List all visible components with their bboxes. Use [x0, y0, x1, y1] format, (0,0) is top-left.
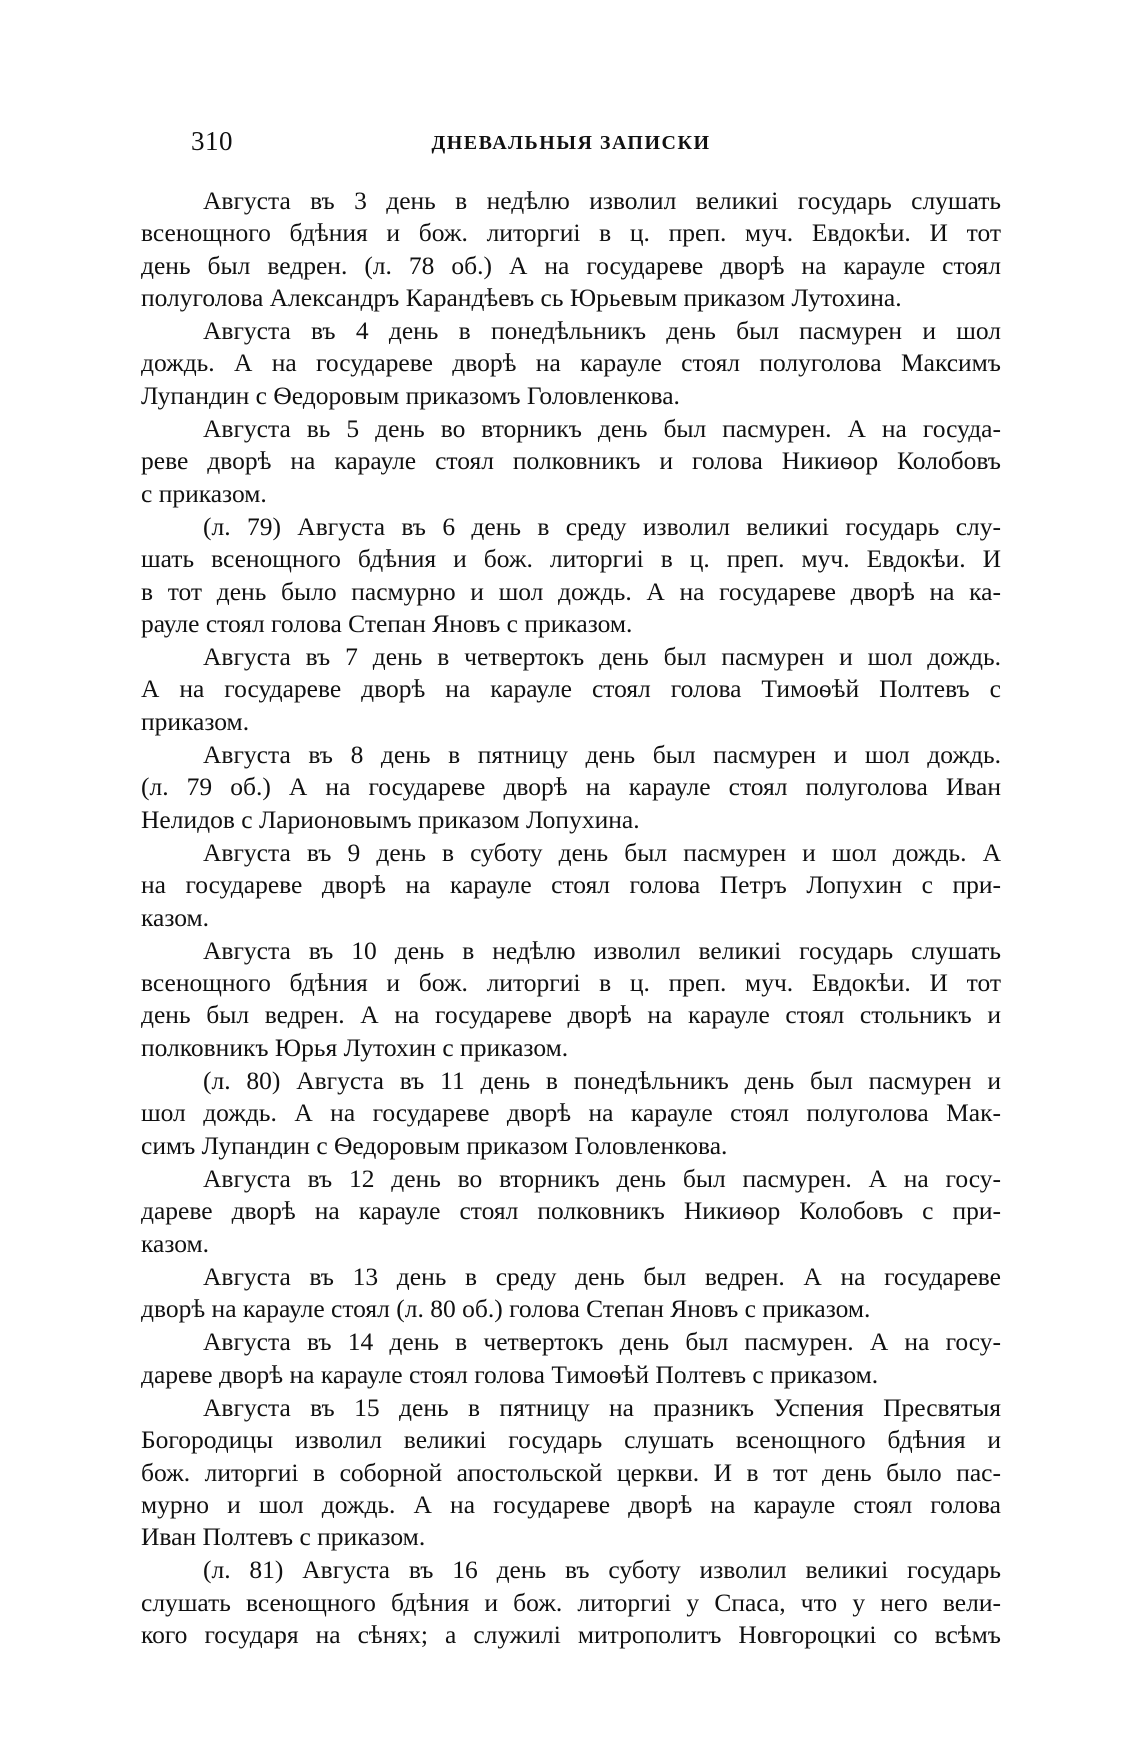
text-line: А на государеве дворѣ на карауле стоял голова Тимоѳѣй Полтевъ с — [141, 674, 1001, 704]
text-line: Нелидов с Ларионовымъ приказом Лопухина. — [141, 804, 640, 834]
text-line: Августа въ 8 день в пятницу день был пасмурен и шол дождь. — [203, 740, 1001, 770]
running-title: ДНЕВАЛЬНЫЯ ЗАПИСКИ — [431, 132, 711, 154]
diary-entry — [141, 1326, 1001, 1391]
text-line: Богородицы изволил великиі государь слушать всенощного бдѣния и — [141, 1425, 1001, 1455]
text-line: Августа въ 4 день в понедѣльникъ день был пасмурен и шол — [203, 316, 1001, 346]
diary-entry — [141, 511, 1001, 640]
text-line: (л. 81) Августа въ 16 день въ суботу изволил великиі государь — [203, 1555, 1001, 1585]
text-line: Августа въ 13 день в среду день был ведрен. А на государеве — [203, 1261, 1001, 1291]
diary-entry — [141, 315, 1001, 412]
text-line: с приказом. — [141, 478, 267, 508]
text-line: всенощного бдѣния и бож. литоргиі в ц. преп. муч. Евдокѣи. И тот — [141, 968, 1001, 998]
text-line: шать всенощного бдѣния и бож. литоргиі в ц. преп. муч. Евдокѣи. И — [141, 544, 1001, 574]
text-line: реве дворѣ на карауле стоял полковникъ и голова Никиѳор Колобовъ — [141, 446, 1001, 476]
diary-entry — [141, 185, 1001, 314]
body-text — [141, 185, 1001, 1652]
diary-entry — [141, 935, 1001, 1064]
text-line: рауле стоял голова Степан Яновъ с приказом. — [141, 608, 633, 638]
diary-entry — [141, 1261, 1001, 1326]
diary-entry — [141, 837, 1001, 934]
text-line: всенощного бдѣния и бож. литоргиі в ц. преп. муч. Евдокѣи. И тот — [141, 218, 1001, 248]
text-line: дворѣ на карауле стоял (л. 80 об.) голова Степан Яновъ с приказом. — [141, 1294, 871, 1324]
text-line: шол дождь. А на государеве дворѣ на карауле стоял полуголова Мак- — [141, 1098, 1001, 1128]
diary-entry — [141, 1065, 1001, 1162]
text-line: кого государя на сѣнях; а служилі митрополитъ Новгороцкиі со всѣмъ — [141, 1620, 1001, 1650]
text-line: казом. — [141, 1228, 210, 1258]
text-line: (л. 79 об.) А на государеве дворѣ на карауле стоял полуголова Иван — [141, 772, 1001, 802]
diary-entry — [141, 739, 1001, 836]
text-line: дареве дворѣ на карауле стоял полковникъ Никиѳор Колобовъ с при- — [141, 1196, 1001, 1226]
text-line: приказом. — [141, 706, 250, 736]
text-line: дождь. А на государеве дворѣ на карауле стоял полуголова Максимъ — [141, 348, 1001, 378]
text-line: Августа въ 14 день в четвертокъ день был пасмурен. А на госу- — [203, 1327, 1001, 1357]
text-line: Августа въ 10 день в недѣлю изволил великиі государь слушать — [203, 935, 1001, 965]
text-line: Августа въ 9 день в суботу день был пасмурен и шол дождь. А — [203, 837, 1001, 867]
text-line: Августа въ 12 день во вторникъ день был пасмурен. А на госу- — [203, 1163, 1001, 1193]
diary-entry — [141, 1163, 1001, 1260]
running-head — [141, 126, 1001, 162]
page-number: 310 — [191, 126, 233, 156]
text-line: день был ведрен. (л. 78 об.) А на государеве дворѣ на карауле стоял — [141, 250, 1001, 280]
text-line: бож. литоргиі в соборной апостольской церкви. И в тот день было пас- — [141, 1457, 1001, 1487]
diary-entry — [141, 1392, 1001, 1553]
diary-entry — [141, 413, 1001, 510]
text-line: Августа въ 15 день в пятницу на празникъ Успения Пресвятыя — [203, 1392, 1001, 1422]
text-line: мурно и шол дождь. А на государеве дворѣ на карауле стоял голова — [141, 1489, 1001, 1519]
text-line: полковникъ Юрья Лутохин с приказом. — [141, 1032, 569, 1062]
text-line: (л. 79) Августа въ 6 день в среду изволил великиі государь слу- — [203, 511, 1001, 541]
text-line: в тот день было пасмурно и шол дождь. А на государеве дворѣ на ка- — [141, 576, 1001, 606]
text-line: дареве дворѣ на карауле стоял голова Тимоѳѣй Полтевъ с приказом. — [141, 1359, 879, 1389]
text-line: на государеве дворѣ на карауле стоял голова Петръ Лопухин с при- — [141, 870, 1001, 900]
text-line: слушать всенощного бдѣния и бож. литоргиі у Спаса, что у него вели- — [141, 1587, 1001, 1617]
text-line: Иван Полтевъ с приказом. — [141, 1522, 426, 1552]
text-line: Лупандин с Ѳедоровым приказомъ Головленкова. — [141, 380, 680, 410]
text-line: Августа въ 7 день в четвертокъ день был пасмурен и шол дождь. — [203, 642, 1001, 672]
text-line: (л. 80) Августа въ 11 день в понедѣльникъ день был пасмурен и — [203, 1066, 1001, 1096]
text-line: Августа въ 3 день в недѣлю изволил великиі государь слушать — [203, 186, 1001, 215]
text-line: день был ведрен. А на государеве дворѣ на карауле стоял стольникъ и — [141, 1000, 1001, 1030]
text-line: симъ Лупандин с Ѳедоровым приказом Головленкова. — [141, 1130, 728, 1160]
text-line: казом. — [141, 902, 210, 932]
text-line: полуголова Александръ Карандѣевъ сь Юрьевым приказом Лутохина. — [141, 282, 902, 312]
diary-entry — [141, 1554, 1001, 1651]
diary-entry — [141, 641, 1001, 738]
text-line: Августа вь 5 день во вторникъ день был пасмурен. А на госуда- — [203, 414, 1001, 444]
